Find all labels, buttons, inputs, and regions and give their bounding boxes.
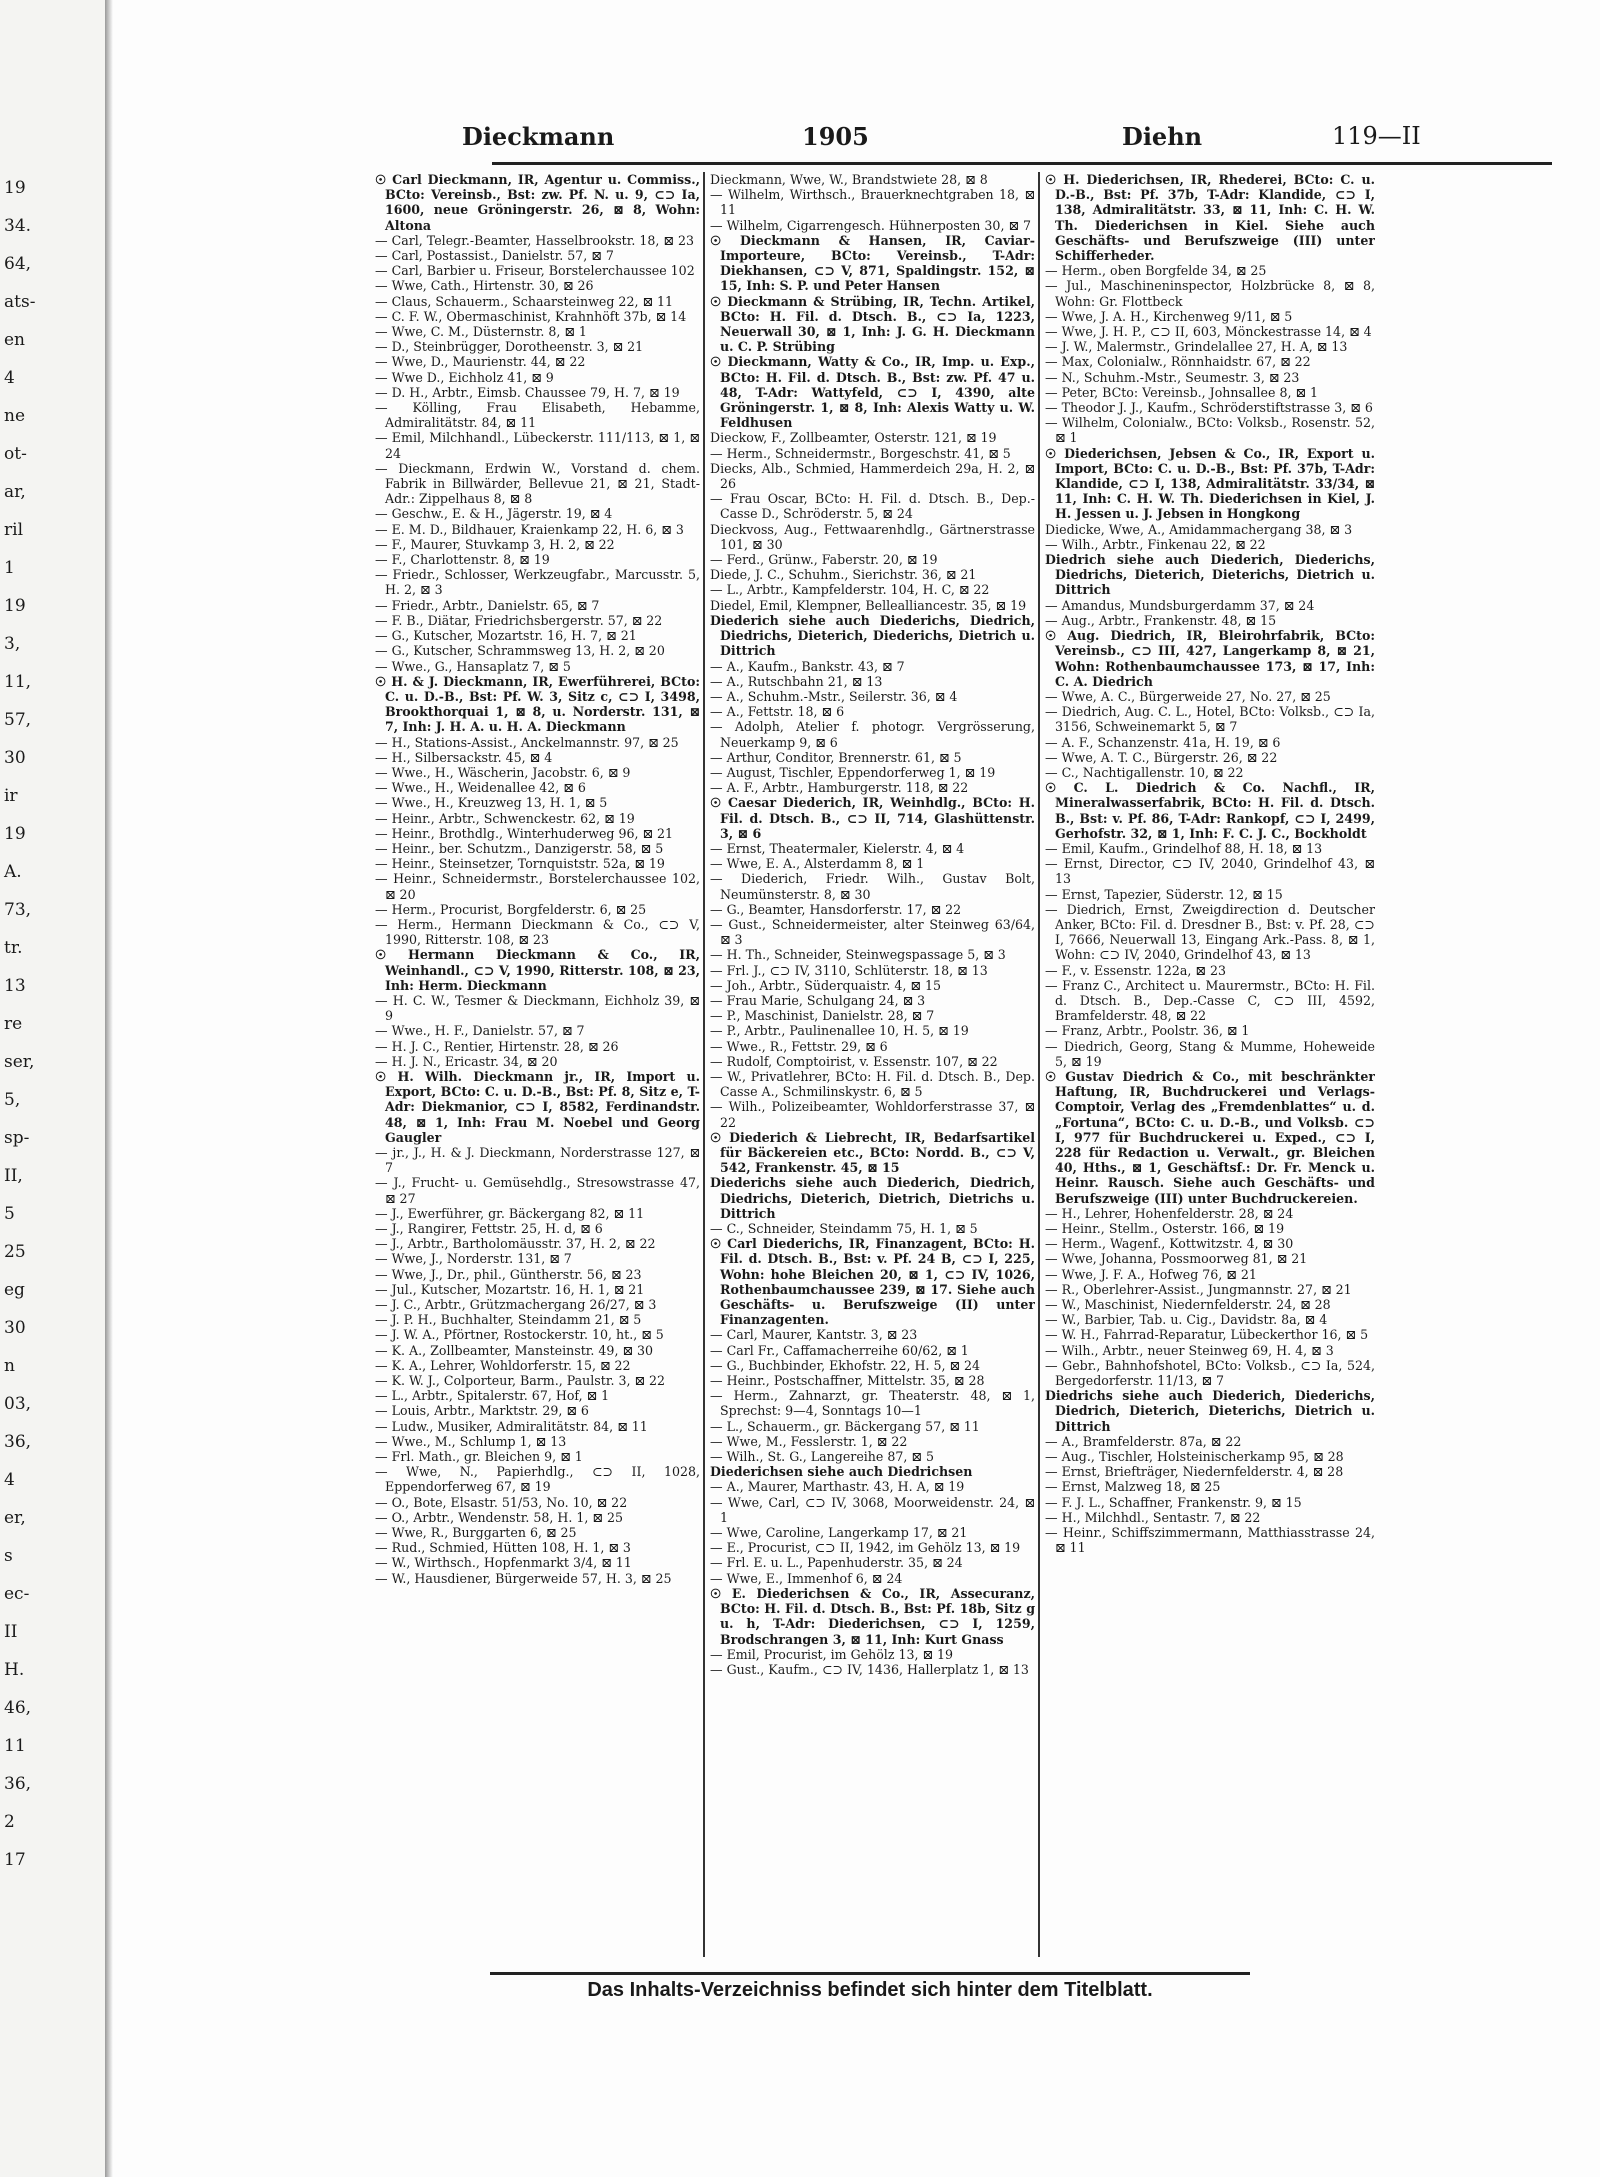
running-header [122,120,1552,160]
directory-entry: — L., Arbtr., Kampfelderstr. 104, H. C, ⊠ 22 [710,582,990,598]
directory-entry: — Ernst, Director, ⊂⊃ IV, 2040, Grindelhof 43, ⊠ 13 [1045,856,1375,887]
directory-entry: — Frl. J., ⊂⊃ IV, 3110, Schlüterstr. 18, ⊠ 13 [710,962,988,978]
directory-entry: — Herm., oben Borgfelde 34, ⊠ 25 [1045,263,1267,279]
margin-fragment: sp- [4,1128,30,1148]
directory-entry: Diedel, Emil, Klempner, Bellealliancestr. 35, ⊠ 19 [710,597,1027,613]
directory-entry: — Franz C., Architect u. Maurermstr., BCto: H. Fil. d. Dtsch. B., Dep.-Casse C, ⊂⊃ III, 4592, Bramfelderstr. 48, ⊠ 22 [1045,977,1375,1024]
directory-entry: — N., Schuhm.-Mstr., Seumestr. 3, ⊠ 23 [1045,369,1300,385]
directory-entry: — F. J. L., Schaffner, Frankenstr. 9, ⊠ 15 [1045,1494,1302,1510]
directory-column-1 [375,172,700,1957]
directory-entry: — Wwe, J. H. P., ⊂⊃ II, 603, Mönckestrasse 14, ⊠ 4 [1045,324,1372,340]
column-divider [703,172,705,1957]
directory-entry: — A., Bramfelderstr. 87a, ⊠ 22 [1045,1433,1242,1449]
directory-entry: — Wwe, Cath., Hirtenstr. 30, ⊠ 26 [375,278,594,294]
directory-entry: — Frl. E. u. L., Papenhuderstr. 35, ⊠ 24 [710,1555,963,1571]
directory-entry: — Wwe, Carl, ⊂⊃ IV, 3068, Moorweidenstr. 24, ⊠ 1 [710,1494,1035,1525]
directory-entry: — Wwe, A. T. C., Bürgerstr. 26, ⊠ 22 [1045,749,1278,765]
directory-entry: — Wwe., H., Weidenallee 42, ⊠ 6 [375,780,586,796]
directory-entry: — Herm., Zahnarzt, gr. Theaterstr. 48, ⊠ 1, Sprechst: 9—4, Sonntags 10—1 [710,1388,1035,1419]
directory-entry: — Frau Oscar, BCto: H. Fil. d. Dtsch. B., Dep.-Casse D., Schröderstr. 5, ⊠ 24 [710,491,1035,522]
directory-entry: — Carl, Telegr.-Beamter, Hasselbrookstr. 18, ⊠ 23 [375,232,694,248]
directory-entry: — Rud., Schmied, Hütten 108, H. 1, ⊠ 3 [375,1540,631,1556]
directory-entry: — Wwe, J., Norderstr. 131, ⊠ 7 [375,1251,572,1267]
margin-fragment: ot- [4,444,27,464]
directory-entry: — P., Maschinist, Danielstr. 28, ⊠ 7 [710,1008,935,1024]
directory-entry: — H., Silbersackstr. 45, ⊠ 4 [375,749,553,765]
directory-entry: — Diederich, Friedr. Wilh., Gustav Bolt, Neumünsterstr. 8, ⊠ 30 [710,871,1035,902]
directory-entry: — August, Tischler, Eppendorferweg 1, ⊠ 19 [710,764,996,780]
directory-entry: Diederichsen siehe auch Diedrichsen [710,1464,973,1480]
directory-entry: — Geschw., E. & H., Jägerstr. 19, ⊠ 4 [375,506,613,522]
directory-entry: — Wilhelm, Cigarrengesch. Hühnerposten 30, ⊠ 7 [710,217,1032,233]
margin-fragment: 1 [4,558,15,578]
directory-entry: — L., Schauerm., gr. Bäckergang 57, ⊠ 11 [710,1418,980,1434]
directory-entry: — H. J. N., Ericastr. 34, ⊠ 20 [375,1053,558,1069]
directory-entry: — C., Schneider, Steindamm 75, H. 1, ⊠ 5 [710,1221,978,1237]
directory-entry: ☉ Caesar Diederich, IR, Weinhdlg., BCto: H. Fil. d. Dtsch. B., ⊂⊃ II, 714, Glashüttenstr. 3, ⊠ 6 [710,795,1035,841]
header-first-entry: Dieckmann [462,122,615,151]
directory-entry: ☉ H. Wilh. Dieckmann jr., IR, Import u. Export, BCto: C. u. D.-B., Bst: Pf. 8, Sitz e, T-Adr: Diekmanior, ⊂⊃ I, 8582, Ferdinandstr. 48, ⊠ 1, Inh: Frau M. Noebel und Georg Gaugler [375,1068,700,1145]
directory-entry: — Wilh., St. G., Langereihe 87, ⊠ 5 [710,1449,934,1465]
margin-fragment: re [4,1014,23,1034]
directory-entry: — K. A., Zollbeamter, Mansteinstr. 49, ⊠ 30 [375,1342,654,1358]
directory-entry: — Wwe., H., Wäscherin, Jacobstr. 6, ⊠ 9 [375,764,631,780]
margin-fragment: 36, [4,1432,32,1452]
directory-entry: — D., Steinbrügger, Dorotheenstr. 3, ⊠ 21 [375,339,644,355]
directory-entry: — F., v. Essenstr. 122a, ⊠ 23 [1045,962,1226,978]
directory-entry: ☉ Diederich & Liebrecht, IR, Bedarfsartikel für Bäckereien etc., BCto: Nordd. B., ⊂⊃ V, 542, Frankenstr. 45, ⊠ 15 [710,1129,1035,1176]
column-divider [1038,172,1040,1957]
directory-entry: — J. P. H., Buchhalter, Steindamm 21, ⊠ 5 [375,1312,642,1328]
directory-entry: — Heinr., Arbtr., Schwenckestr. 62, ⊠ 19 [375,810,635,826]
directory-entry: — Wwe, J. A. H., Kirchenweg 9/11, ⊠ 5 [1045,308,1293,324]
margin-fragment: 19 [4,596,26,616]
directory-entry: — Wwe., H., Kreuzweg 13, H. 1, ⊠ 5 [375,795,608,811]
margin-fragment: s [4,1546,13,1566]
directory-entry: — Ferd., Grünw., Faberstr. 20, ⊠ 19 [710,552,938,568]
directory-entry: ☉ H. & J. Dieckmann, IR, Ewerführerei, BCto: C. u. D.-B., Bst: Pf. W. 3, Sitz c, ⊂⊃ I, 3498, Brookthorquai 1, ⊠ 8, u. Norderstr. 131, ⊠ 7, Inh: J. H. A. u. H. A. Dieckmann [375,673,700,735]
margin-fragment: 11 [4,1736,26,1756]
directory-entry: — J., Frucht- u. Gemüsehdlg., Stresowstrasse 47, ⊠ 27 [375,1175,700,1206]
margin-fragment: 5, [4,1090,21,1110]
directory-entry: — W., Wirthsch., Hopfenmarkt 3/4, ⊠ 11 [375,1555,632,1571]
directory-entry: — Carl, Barbier u. Friseur, Borstelerchaussee 102 [375,263,695,279]
footer-note: Das Inhalts-Verzeichniss befindet sich hinter dem Titelblatt. [490,1972,1250,2011]
directory-entry: — Ernst, Tapezier, Süderstr. 12, ⊠ 15 [1045,886,1283,902]
margin-fragment: en [4,330,26,350]
directory-entry: ☉ Carl Diederichs, IR, Finanzagent, BCto: H. Fil. d. Dtsch. B., Bst: v. Pf. 24 B, ⊂⊃ I, 225, Wohn: hohe Bleichen 20, ⊠ 1, ⊂⊃ IV, 1026, Rothenbaumchaussee 239, ⊠ 17. Siehe auch Geschäfts- u. Berufszweige (II) unter Finanzagenten. [710,1236,1035,1328]
margin-fragment: 03, [4,1394,32,1414]
directory-entry: Dieckmann, Wwe, W., Brandstwiete 28, ⊠ 8 [710,172,988,187]
directory-entry: Diede, J. C., Schuhm., Sierichstr. 36, ⊠ 21 [710,567,977,583]
directory-entry: ☉ Dieckmann & Strübing, IR, Techn. Artikel, BCto: H. Fil. d. Dtsch. B., ⊂⊃ Ia, 1223, Neuerwall 30, ⊠ 1, Inh: J. G. H. Dieckmann u. C. P. Strübing [710,293,1035,355]
directory-entry: — Dieckmann, Erdwin W., Vorstand d. chem. Fabrik in Billwärder, Bellevue 21, ⊠ 21, Stadt-Adr.: Zippelhaus 8, ⊠ 8 [375,460,700,507]
directory-entry: Diederich siehe auch Diederichs, Diedrich, Diedrichs, Dieterich, Diederichs, Dietrich u. Dittrich [710,612,1035,659]
directory-entry: — Wwe, Johanna, Possmoorweg 81, ⊠ 21 [1045,1251,1308,1267]
directory-entry: — Arthur, Conditor, Brennerstr. 61, ⊠ 5 [710,749,962,765]
margin-fragment: ir [4,786,18,806]
directory-entry: — W. H., Fahrrad-Reparatur, Lübeckerthor 16, ⊠ 5 [1045,1327,1369,1343]
margin-fragment: 3, [4,634,21,654]
margin-fragment: 11, [4,672,32,692]
directory-entry: — Wwe., H. F., Danielstr. 57, ⊠ 7 [375,1023,585,1039]
directory-entry: Diedrich siehe auch Diederich, Diederichs, Diedrichs, Dieterich, Dieterichs, Dietrich u. Dittrich [1045,552,1375,598]
margin-fragment: 30 [4,1318,26,1338]
directory-entry: — Jul., Kutscher, Mozartstr. 16, H. 1, ⊠ 21 [375,1281,645,1297]
directory-column-3 [1045,172,1375,1957]
directory-entry: — Gust., Kaufm., ⊂⊃ IV, 1436, Hallerplatz 1, ⊠ 13 [710,1661,1029,1677]
directory-entry: — F. B., Diätar, Friedrichsbergerstr. 57, ⊠ 22 [375,612,663,628]
directory-entry: — Aug., Arbtr., Frankenstr. 48, ⊠ 15 [1045,612,1277,628]
directory-entry: — Wilh., Arbtr., neuer Steinweg 69, H. 4, ⊠ 3 [1045,1342,1334,1358]
directory-entry: — Friedr., Schlosser, Werkzeugfabr., Marcusstr. 5, H. 2, ⊠ 3 [375,567,700,598]
directory-entry: — Heinr., Stellm., Osterstr. 166, ⊠ 19 [1045,1221,1285,1237]
directory-entry: — J., Ewerführer, gr. Bäckergang 82, ⊠ 11 [375,1205,645,1221]
directory-entry: — W., Barbier, Tab. u. Cig., Davidstr. 8a, ⊠ 4 [1045,1312,1328,1328]
directory-entry: — Wilh., Arbtr., Finkenau 22, ⊠ 22 [1045,536,1266,552]
directory-entry: — Adolph, Atelier f. photogr. Vergrösserung, Neuerkamp 9, ⊠ 6 [710,719,1035,750]
directory-entry: — Emil, Procurist, im Gehölz 13, ⊠ 19 [710,1646,954,1662]
directory-entry: — A., Maurer, Marthastr. 43, H. A, ⊠ 19 [710,1479,965,1495]
margin-fragment: 64, [4,254,32,274]
directory-entry: — Ernst, Briefträger, Niedernfelderstr. 4, ⊠ 28 [1045,1464,1344,1480]
previous-page-edge [0,0,108,2177]
directory-entry: — A., Fettstr. 18, ⊠ 6 [710,704,845,720]
margin-fragment: 19 [4,824,26,844]
margin-fragment: 4 [4,1470,15,1490]
directory-entry: — G., Buchbinder, Ekhofstr. 22, H. 5, ⊠ 24 [710,1357,981,1373]
directory-entry: — G., Kutscher, Schrammsweg 13, H. 2, ⊠ 20 [375,643,665,659]
directory-entry: — J., Arbtr., Bartholomäusstr. 37, H. 2, ⊠ 22 [375,1236,656,1252]
directory-entry: — Theodor J. J., Kaufm., Schröderstiftstrasse 3, ⊠ 6 [1045,400,1373,416]
directory-entry: — F., Maurer, Stuvkamp 3, H. 2, ⊠ 22 [375,536,615,552]
directory-entry: — H. J. C., Rentier, Hirtenstr. 28, ⊠ 26 [375,1038,619,1054]
directory-entry: — K. A., Lehrer, Wohldorferstr. 15, ⊠ 22 [375,1357,631,1373]
directory-entry: — Wwe, R., Burggarten 6, ⊠ 25 [375,1525,577,1541]
directory-entry: — J. W. A., Pförtner, Rostockerstr. 10, ht., ⊠ 5 [375,1327,664,1343]
directory-entry: — A. F., Arbtr., Hamburgerstr. 118, ⊠ 22 [710,780,969,796]
directory-entry: — G., Kutscher, Mozartstr. 16, H. 7, ⊠ 21 [375,628,637,644]
directory-entry: — Wilh., Polizeibeamter, Wohldorferstrasse 37, ⊠ 22 [710,1099,1035,1130]
directory-entry: — Frau Marie, Schulgang 24, ⊠ 3 [710,992,926,1008]
directory-entry: — Emil, Kaufm., Grindelhof 88, H. 18, ⊠ 13 [1045,840,1323,856]
directory-entry: — Ernst, Theatermaler, Kielerstr. 4, ⊠ 4 [710,840,965,856]
directory-entry: — jr., J., H. & J. Dieckmann, Norderstrasse 127, ⊠ 7 [375,1145,700,1176]
margin-fragment: 30 [4,748,26,768]
directory-entry: — R., Oberlehrer-Assist., Jungmannstr. 27, ⊠ 21 [1045,1281,1352,1297]
directory-entry: — Louis, Arbtr., Marktstr. 29, ⊠ 6 [375,1403,589,1419]
directory-entry: — A., Rutschbahn 21, ⊠ 13 [710,673,883,689]
margin-fragment: tr. [4,938,23,958]
directory-entry: — O., Bote, Elsastr. 51/53, No. 10, ⊠ 22 [375,1494,628,1510]
directory-entry: — Wwe, E., Immenhof 6, ⊠ 24 [710,1570,903,1586]
directory-entry: Dieckow, F., Zollbeamter, Osterstr. 121, ⊠ 19 [710,430,997,446]
directory-entry: ☉ Dieckmann & Hansen, IR, Caviar-Importeure, BCto: Vereinsb., T-Adr: Diekhansen, ⊂⊃ V, 871, Spaldingstr. 152, ⊠ 15, Inh: S. P. und Peter Hansen [710,232,1035,294]
directory-entry: — D. H., Arbtr., Eimsb. Chaussee 79, H. 7, ⊠ 19 [375,384,680,400]
margin-fragment: 46, [4,1698,32,1718]
directory-entry: — Ernst, Malzweg 18, ⊠ 25 [1045,1479,1221,1495]
directory-entry: — E., Procurist, ⊂⊃ II, 1942, im Gehölz 13, ⊠ 19 [710,1540,1021,1556]
directory-entry: ☉ Gustav Diedrich & Co., mit beschränkter Haftung, IR, Buchdruckerei und Verlags-Comptoir, Verlag des „Fremdenblattes“ u. d. „Fortuna“, BCto: C. u. D.-B., und Volksb. ⊂⊃ I, 977 für Buchdruckerei u. Exped., ⊂⊃ I, 228 für Redaction u. Verwalt., gr. Bleichen 40, Hths., ⊠ 1, Geschäftsf.: Dr. Fr. Menck u. Heinr. Rausch. Siehe auch Geschäfts- und Berufszweige (III) unter Buchdruckereien. [1045,1068,1375,1206]
directory-entry: — Jul., Maschineninspector, Holzbrücke 8, ⊠ 8, Wohn: Gr. Flottbeck [1045,278,1375,309]
margin-fragment: II, [4,1166,23,1186]
directory-entry: — H., Lehrer, Hohenfelderstr. 28, ⊠ 24 [1045,1205,1294,1221]
directory-entry: — A. F., Schanzenstr. 41a, H. 19, ⊠ 6 [1045,734,1281,750]
margin-fragment: 5 [4,1204,15,1224]
directory-entry: — K. W. J., Colporteur, Barm., Paulstr. 3, ⊠ 22 [375,1373,666,1389]
directory-entry: — Ludw., Musiker, Admiralitätstr. 84, ⊠ 11 [375,1418,648,1434]
directory-entry: — Heinr., Postschaffner, Mittelstr. 35, ⊠ 28 [710,1373,985,1389]
directory-entry: — J., Rangirer, Fettstr. 25, H. d, ⊠ 6 [375,1221,603,1237]
directory-entry: — Wwe., G., Hansaplatz 7, ⊠ 5 [375,658,571,674]
page-number: 119—II [1332,122,1421,150]
directory-entry: Dieckvoss, Aug., Fettwaarenhdlg., Gärtnerstrasse 101, ⊠ 30 [710,521,1035,552]
directory-entry: — Heinr., Steinsetzer, Tornquiststr. 52a, ⊠ 19 [375,856,665,872]
header-last-entry: Diehn [1122,122,1203,151]
margin-fragment: 13 [4,976,26,996]
directory-entry: Diecks, Alb., Schmied, Hammerdeich 29a, H. 2, ⊠ 26 [710,460,1035,492]
directory-entry: — Wwe, J. F. A., Hofweg 76, ⊠ 21 [1045,1266,1257,1282]
margin-fragment: 2 [4,1812,15,1832]
directory-entry: — Wwe, D., Maurienstr. 44, ⊠ 22 [375,354,586,370]
directory-entry: — Wwe., M., Schlump 1, ⊠ 13 [375,1433,567,1449]
directory-entry: — Herm., Wagenf., Kottwitzstr. 4, ⊠ 30 [1045,1236,1294,1252]
binding-gutter [105,0,113,2177]
directory-entry: — P., Arbtr., Paulinenallee 10, H. 5, ⊠ 19 [710,1023,969,1039]
directory-entry: ☉ Diederichsen, Jebsen & Co., IR, Export u. Import, BCto: C. u. D.-B., Bst: Pf. 37b, T-Adr: Klandide, ⊂⊃ I, 138, Admiralitätstr. 33/34, ⊠ 11, Inh: C. H. W. Th. Diederichsen in Kiel, J. H. Jessen u. J. Jebsen in Hongkong [1045,445,1375,522]
directory-entry: — A., Kaufm., Bankstr. 43, ⊠ 7 [710,658,905,674]
directory-entry: — Diedrich, Aug. C. L., Hotel, BCto: Volksb., ⊂⊃ Ia, 3156, Schweinemarkt 5, ⊠ 7 [1045,704,1375,735]
directory-entry: Diederichs siehe auch Diederich, Diedrich, Diedrichs, Dieterich, Dietrich, Dietrichs u. Dittrich [710,1175,1035,1221]
directory-entry: — Wwe D., Eichholz 41, ⊠ 9 [375,369,554,385]
directory-entry: ☉ Hermann Dieckmann & Co., IR, Weinhandl., ⊂⊃ V, 1990, Ritterstr. 108, ⊠ 23, Inh: Herm. Dieckmann [375,947,700,993]
directory-entry: — Peter, BCto: Vereinsb., Johnsallee 8, ⊠ 1 [1045,384,1319,400]
margin-fragment: eg [4,1280,25,1300]
directory-entry: — O., Arbtr., Wendenstr. 58, H. 1, ⊠ 25 [375,1509,623,1525]
margin-fragment: H. [4,1660,25,1680]
directory-entry: — Kölling, Frau Elisabeth, Hebamme, Admiralitätstr. 84, ⊠ 11 [375,400,700,431]
directory-entry: — C. F. W., Obermaschinist, Krahnhöft 37b, ⊠ 14 [375,308,687,324]
directory-entry: — Carl, Postassist., Danielstr. 57, ⊠ 7 [375,248,614,264]
margin-fragment: er, [4,1508,26,1528]
margin-fragment: ats- [4,292,36,312]
margin-fragment: 34. [4,216,32,236]
margin-fragment: 4 [4,368,15,388]
directory-entry: — Herm., Hermann Dieckmann & Co., ⊂⊃ V, 1990, Ritterstr. 108, ⊠ 23 [375,916,700,948]
directory-entry: — Herm., Schneidermstr., Borgeschstr. 41, ⊠ 5 [710,445,1011,461]
margin-fragment: ser, [4,1052,35,1072]
directory-column-2 [710,172,1035,1957]
directory-entry: — Herm., Procurist, Borgfelderstr. 6, ⊠ 25 [375,901,647,917]
margin-fragment: ril [4,520,24,540]
header-year: 1905 [802,122,869,151]
directory-entry: ☉ C. L. Diedrich & Co. Nachfl., IR, Mineralwasserfabrik, BCto: H. Fil. d. Dtsch. B., Bst: v. Pf. 86, T-Adr: Rankopf, ⊂⊃ I, 2499, Gerhofstr. 32, ⊠ 1, Inh: F. C. J. C., Bockholdt [1045,780,1375,841]
directory-entry: ☉ Carl Dieckmann, IR, Agentur u. Commiss., BCto: Vereinsb., Bst: zw. Pf. N. u. 9, ⊂⊃ Ia, 1600, neue Gröningerstr. 26, ⊠ 8, Wohn: Altona [375,172,700,233]
margin-fragment: n [4,1356,15,1376]
directory-entry: — Amandus, Mundsburgerdamm 37, ⊠ 24 [1045,597,1315,613]
directory-entry: — Wwe., R., Fettstr. 29, ⊠ 6 [710,1038,888,1054]
directory-entry: — C., Nachtigallenstr. 10, ⊠ 22 [1045,764,1244,780]
margin-fragment: 25 [4,1242,26,1262]
margin-fragment: A. [4,862,22,882]
directory-entry: — F., Charlottenstr. 8, ⊠ 19 [375,552,550,568]
directory-entry: — Wwe, M., Fesslerstr. 1, ⊠ 22 [710,1433,908,1449]
directory-entry: — H., Stations-Assist., Anckelmannstr. 97, ⊠ 25 [375,734,679,750]
directory-entry: — Heinr., Schiffszimmermann, Matthiasstrasse 24, ⊠ 11 [1045,1525,1375,1556]
directory-entry: — H. Th., Schneider, Steinwegspassage 5, ⊠ 3 [710,947,1006,963]
directory-entry: — L., Arbtr., Spitalerstr. 67, Hof, ⊠ 1 [375,1388,610,1404]
directory-entry: — H. C. W., Tesmer & Dieckmann, Eichholz 39, ⊠ 9 [375,992,700,1024]
directory-entry: — Claus, Schauerm., Schaarsteinweg 22, ⊠ 11 [375,293,674,309]
directory-entry: — Friedr., Arbtr., Danielstr. 65, ⊠ 7 [375,597,600,613]
margin-fragment: 19 [4,178,26,198]
margin-fragment: 17 [4,1850,26,1870]
directory-entry: — Carl Fr., Caffamacherreihe 60/62, ⊠ 1 [710,1342,969,1358]
directory-entry: Diedicke, Wwe, A., Amidammachergang 38, ⊠ 3 [1045,521,1353,537]
directory-entry: Diedrichs siehe auch Diederich, Diederichs, Diedrich, Dieterich, Dieterichs, Dietrich u. Dittrich [1045,1388,1375,1434]
directory-entry: — E. M. D., Bildhauer, Kraienkamp 22, H. 6, ⊠ 3 [375,521,684,537]
margin-fragment: ar, [4,482,26,502]
directory-entry: — Heinr., Schneidermstr., Borstelerchaussee 102, ⊠ 20 [375,871,700,902]
directory-entry: ☉ E. Diederichsen & Co., IR, Assecuranz, BCto: H. Fil. d. Dtsch. B., Bst: Pf. 18b, Sitz g u. h, T-Adr: Diederichsen, ⊂⊃ I, 1259, Brodschrangen 3, ⊠ 11, Inh: Kurt Gnass [710,1585,1035,1647]
directory-entry: — Wwe, Caroline, Langerkamp 17, ⊠ 21 [710,1525,968,1541]
directory-entry: — J. C., Arbtr., Grützmachergang 26/27, ⊠ 3 [375,1297,657,1313]
directory-entry: — Diedrich, Ernst, Zweigdirection d. Deutscher Anker, BCto: Fil. d. Dresdner B., Bst: v. Pf. 28, ⊂⊃ I, 7666, Neuerwall 13, Eingang Ark.-Pass. 8, ⊠ 1, Wohn: ⊂⊃ IV, 2040, Grindelhof 43, ⊠ 13 [1045,901,1375,963]
directory-entry: — A., Schuhm.-Mstr., Seilerstr. 36, ⊠ 4 [710,688,958,704]
directory-entry: — Wwe, C. M., Düsternstr. 8, ⊠ 1 [375,324,587,340]
directory-entry: — Frl. Math., gr. Bleichen 9, ⊠ 1 [375,1449,583,1465]
directory-entry: — Wwe, N., Papierhdlg., ⊂⊃ II, 1028, Eppendorferweg 67, ⊠ 19 [375,1464,700,1495]
directory-entry: — Joh., Arbtr., Süderquaistr. 4, ⊠ 15 [710,977,941,993]
directory-entry: — Gust., Schneidermeister, alter Steinweg 63/64, ⊠ 3 [710,916,1035,948]
directory-entry: ☉ H. Diederichsen, IR, Rhederei, BCto: C. u. D.-B., Bst: Pf. 37b, T-Adr: Klandide, ⊂⊃ I, 138, Admiralitätstr. 33, ⊠ 11, Inh: C. H. W. Th. Diederichsen in Kiel. Siehe auch Geschäfts- und Berufszweige (III) unter Schifferheder. [1045,172,1375,264]
directory-entry: — W., Privatlehrer, BCto: H. Fil. d. Dtsch. B., Dep. Casse A., Schmilinskystr. 6, ⊠ 5 [710,1068,1035,1100]
directory-entry: — W., Hausdiener, Bürgerweide 57, H. 3, ⊠ 25 [375,1570,672,1586]
margin-fragment: 57, [4,710,32,730]
directory-entry: — Gebr., Bahnhofshotel, BCto: Volksb., ⊂⊃ Ia, 524, Bergedorferstr. 11/13, ⊠ 7 [1045,1357,1375,1389]
directory-entry: ☉ Aug. Diedrich, IR, Bleirohrfabrik, BCto: Vereinsb., ⊂⊃ III, 427, Langerkamp 8, ⊠ 21, Wohn: Rothenbaumchaussee 173, ⊠ 17, Inh: C. A. Diedrich [1045,628,1375,689]
directory-entry: — Rudolf, Comptoirist, v. Essenstr. 107, ⊠ 22 [710,1053,998,1069]
header-rule [492,162,1552,165]
directory-entry: — Aug., Tischler, Holsteinischerkamp 95, ⊠ 28 [1045,1449,1344,1465]
margin-fragment: 36, [4,1774,32,1794]
directory-entry: — Heinr., Brothdlg., Winterhuderweg 96, ⊠ 21 [375,825,674,841]
directory-entry: — Max, Colonialw., Rönnhaidstr. 67, ⊠ 22 [1045,354,1311,370]
directory-entry: — Diedrich, Georg, Stang & Mumme, Hoheweide 5, ⊠ 19 [1045,1038,1375,1069]
margin-fragment: 73, [4,900,32,920]
directory-entry: — Emil, Milchhandl., Lübeckerstr. 111/113, ⊠ 1, ⊠ 24 [375,430,700,461]
directory-entry: — Wilhelm, Wirthsch., Brauerknechtgraben 18, ⊠ 11 [710,187,1035,218]
directory-entry: — Heinr., ber. Schutzm., Danzigerstr. 58, ⊠ 5 [375,840,664,856]
directory-entry: — Carl, Maurer, Kantstr. 3, ⊠ 23 [710,1327,918,1343]
margin-fragment: II [4,1622,18,1642]
directory-entry: — Wwe, E. A., Alsterdamm 8, ⊠ 1 [710,856,925,872]
directory-entry: ☉ Dieckmann, Watty & Co., IR, Imp. u. Exp., BCto: H. Fil. d. Dtsch. B., Bst: zw. Pf. 47 u. 48, T-Adr: Wattyfeld, ⊂⊃ I, 4390, alte Gröningerstr. 1, ⊠ 8, Inh: Alexis Watty u. W. Feldhusen [710,354,1035,431]
margin-fragment: ne [4,406,26,426]
directory-entry: — H., Milchhdl., Sentastr. 7, ⊠ 22 [1045,1509,1261,1525]
directory-entry: — Franz, Arbtr., Poolstr. 36, ⊠ 1 [1045,1023,1250,1039]
margin-fragment: ec- [4,1584,30,1604]
directory-entry: — Wwe, A. C., Bürgerweide 27, No. 27, ⊠ 25 [1045,688,1331,704]
directory-entry: — W., Maschinist, Niedernfelderstr. 24, ⊠ 28 [1045,1297,1331,1313]
directory-entry: — G., Beamter, Hansdorferstr. 17, ⊠ 22 [710,901,962,917]
directory-entry: — Wilhelm, Colonialw., BCto: Volksb., Rosenstr. 52, ⊠ 1 [1045,415,1375,446]
directory-entry: — J. W., Malermstr., Grindelallee 27, H. A, ⊠ 13 [1045,339,1348,355]
directory-entry: — Wwe, J., Dr., phil., Güntherstr. 56, ⊠ 23 [375,1266,642,1282]
